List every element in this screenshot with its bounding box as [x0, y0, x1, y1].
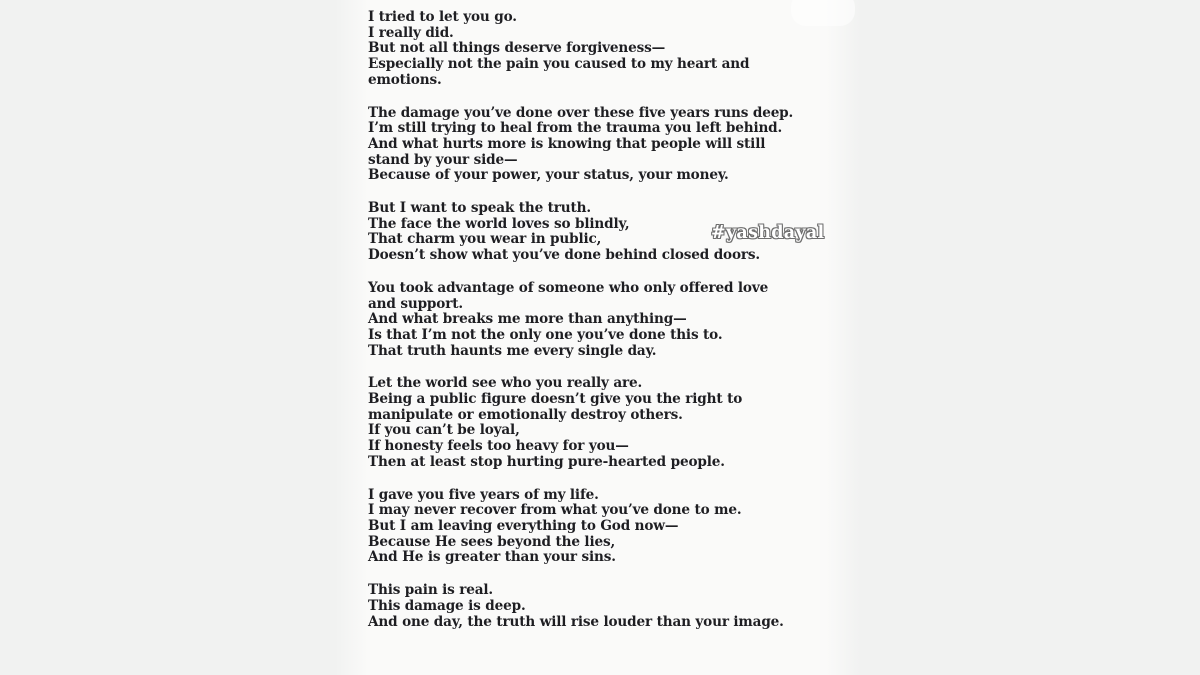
poem-line: I really did. — [368, 24, 454, 41]
poem-line: You took advantage of someone who only offered love — [368, 279, 769, 296]
poem-line: I gave you five years of my life. — [368, 486, 599, 503]
poem-line: This pain is real. — [368, 582, 494, 599]
poem-line: But I want to speak the truth. — [368, 200, 591, 217]
poem-line: But not all things deserve forgiveness— — [368, 40, 666, 57]
poem-line: Is that I’m not the only one you’ve done this to. — [368, 326, 723, 343]
poem-line: And He is greater than your sins. — [368, 549, 616, 566]
poem-line: Let the world see who you really are. — [368, 375, 643, 392]
poem-line: Especially not the pain you caused to my heart and — [368, 56, 750, 73]
poem-line: I tried to let you go. — [368, 9, 517, 25]
poem-line: That charm you wear in public, — [368, 231, 602, 248]
poem-line: This damage is deep. — [368, 597, 526, 614]
poem-line: And what breaks me more than anything— — [368, 311, 687, 328]
poem-line: I may never recover from what you’ve done to me. — [368, 502, 742, 519]
stanza — [368, 281, 788, 360]
poem-line: Because He sees beyond the lies, — [368, 533, 616, 550]
poem-line: stand by your side— — [368, 151, 518, 168]
poem-line: I’m still trying to heal from the trauma you left behind. — [368, 120, 783, 137]
poem-line: But I am leaving everything to God now— — [368, 517, 679, 534]
poem-text — [368, 9, 794, 647]
poem-line: That truth haunts me every single day. — [368, 342, 657, 359]
watermark: #yashdayal — [711, 223, 825, 243]
poem-line: If honesty feels too heavy for you— — [368, 438, 629, 455]
poem-line: Then at least stop hurting pure-hearted people. — [368, 453, 725, 470]
poem-line: manipulate or emotionally destroy others. — [368, 406, 683, 423]
poem-line: And one day, the truth will rise louder than your image. — [368, 613, 784, 630]
poem-line: and support. — [368, 295, 463, 312]
stanza — [368, 104, 794, 185]
poem-line: The damage you’ve done over these five years runs deep. — [368, 104, 794, 121]
highlight-pill — [791, 0, 855, 26]
stanza — [368, 583, 788, 630]
stanza — [368, 10, 788, 89]
stanza — [368, 376, 788, 470]
poem-line: And what hurts more is knowing that people will still — [368, 135, 766, 152]
stanza — [368, 488, 788, 567]
poem-line: The face the world loves so blindly, — [368, 215, 630, 232]
poem-line: Because of your power, your status, your money. — [368, 167, 729, 184]
poem-line: Doesn’t show what you’ve done behind closed doors. — [368, 247, 760, 264]
poem-line: Being a public figure doesn’t give you the right to — [368, 391, 743, 408]
poem-line: If you can’t be loyal, — [368, 422, 520, 439]
poem-line: emotions. — [368, 71, 442, 88]
